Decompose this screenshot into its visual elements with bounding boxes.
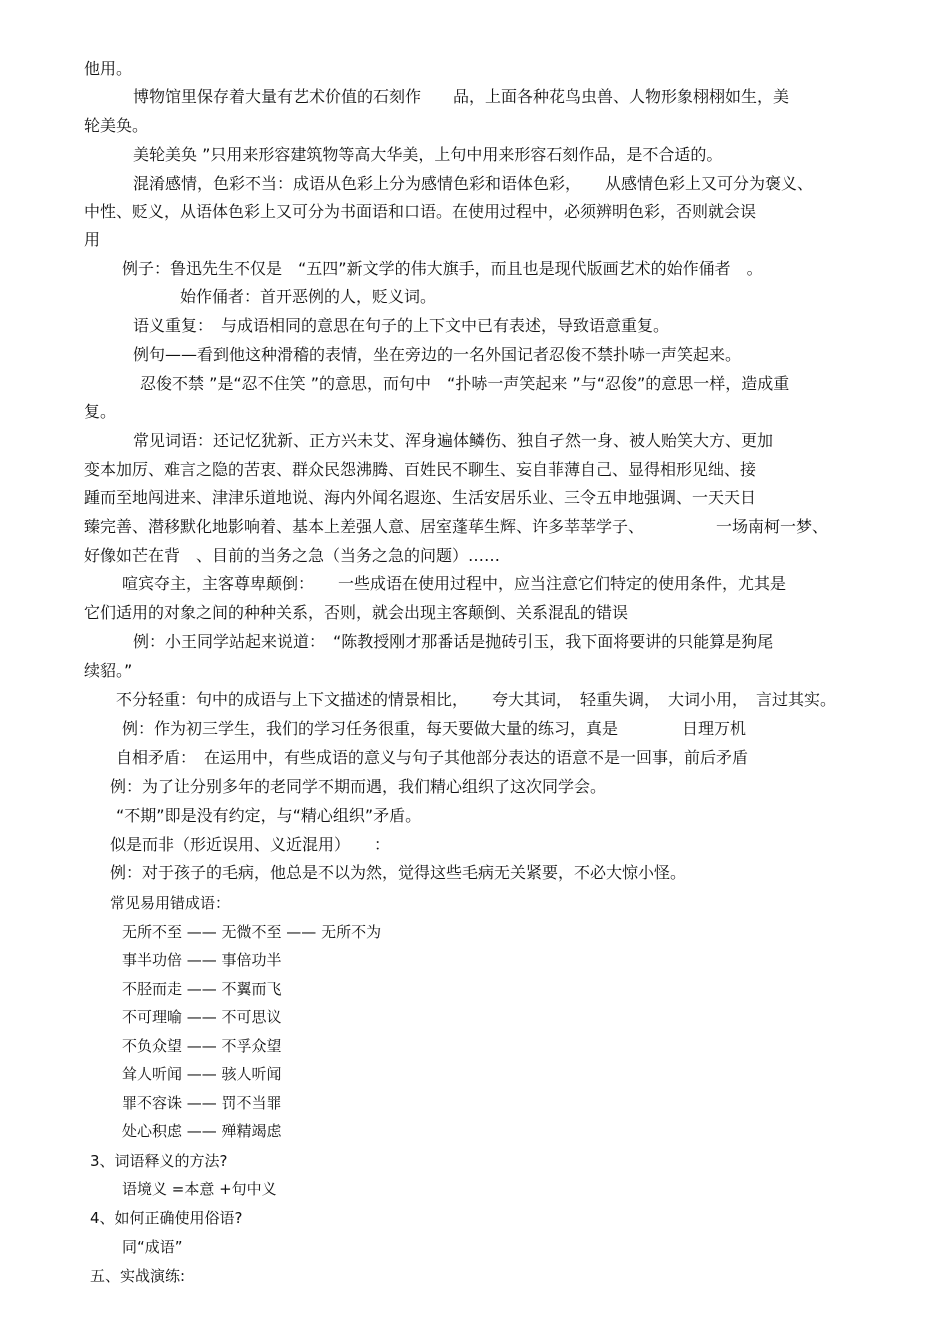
text-line: 不分轻重：句中的成语与上下文描述的情景相比， 夸大其词， 轻重失调， 大词小用， 言过其实。 [116,690,837,709]
text-line: 美轮美奂 ”只用来形容建筑物等高大华美，上句中用来形容石刻作品，是不合适的。 [133,145,723,164]
list-item: 不胫而走 —— 不翼而飞 [122,980,282,998]
text-line: 例：作为初三学生，我们的学习任务很重，每天要做大量的练习，真是 日理万机 [122,719,747,738]
text-line: 常见易用错成语： [110,894,231,912]
text-line: 语境义 =本意 +句中义 [122,1180,277,1198]
text-line: 喧宾夺主，主客尊卑颠倒： 一些成语在使用过程中，应当注意它们特定的使用条件，尤其是 [122,574,787,593]
text-line: 似是而非（形近误用、义近混用） ： [110,835,391,854]
list-item: 耸人听闻 —— 骇人听闻 [122,1065,282,1083]
text-line: 自相矛盾： 在运用中，有些成语的意义与句子其他部分表达的语意不是一回事，前后矛盾 [116,748,749,767]
list-item: 无所不至 —— 无微不至 —— 无所不为 [122,923,382,941]
text-line: 博物馆里保存着大量有艺术价值的石刻作 品，上面各种花鸟虫兽、人物形象栩栩如生，美 [133,87,790,106]
text-line: 始作俑者：首开恶例的人，贬义词。 [180,287,437,306]
text-line: 他用。 [84,59,133,78]
text-line: 例句——看到他这种滑稽的表情，坐在旁边的一名外国记者忍俊不禁扑哧一声笑起来。 [133,345,742,364]
text-line: 中性、贬义，从语体色彩上又可分为书面语和口语。在使用过程中，必须辨明色彩，否则就会误 [84,202,757,221]
text-line: 语义重复： 与成语相同的意思在句子的上下文中已有表述，导致语意重复。 [133,316,670,335]
text-line: 续貂。” [84,661,133,680]
list-item: 事半功倍 —— 事倍功半 [122,951,282,969]
text-line: 变本加厉、难言之隐的苦衷、群众民怨沸腾、百姓民不聊生、妄自菲薄自己、显得相形见绌、接 [84,460,757,479]
text-line: 例：小王同学站起来说道： “陈教授刚才那番话是抛砖引玉，我下面将要讲的只能算是狗尾 [133,632,774,651]
list-item: 罪不容诛 —— 罚不当罪 [122,1094,282,1112]
text-line: 轮美奂。 [84,116,149,135]
text-line: 踵而至地闯进来、津津乐道地说、海内外闻名遐迩、生活安居乐业、三令五申地强调、一天天日 [84,488,757,507]
text-line: 用 [84,230,101,249]
text-line: 复。 [84,402,117,421]
list-item: 不负众望 —— 不孚众望 [122,1037,282,1055]
text-line: “不期”即是没有约定，与“精心组织”矛盾。 [116,806,422,825]
section-heading: 3、词语释义的方法? [90,1152,228,1170]
section-heading: 4、如何正确使用俗语? [90,1209,243,1227]
text-line: 例子：鲁迅先生不仅是 “五四”新文学的伟大旗手，而且也是现代版画艺术的始作俑者 。 [122,259,763,278]
text-line: 它们适用的对象之间的种种关系，否则，就会出现主客颠倒、关系混乱的错误 [84,603,629,622]
text-line: 臻完善、潜移默化地影响着、基本上差强人意、居室蓬荜生辉、许多莘莘学子、 一场南柯一梦、 [84,517,829,536]
text-line: 忍俊不禁 ”是“忍不住笑 ”的意思，而句中 “扑哧一声笑起来 ”与“忍俊”的意思一样，造成重 [140,374,790,393]
list-item: 处心积虑 —— 殚精竭虑 [122,1122,282,1140]
list-item: 不可理喻 —— 不可思议 [122,1008,282,1026]
section-heading: 五、实战演练: [90,1267,186,1285]
text-line: 同“成语” [122,1238,183,1256]
text-line: 例：对于孩子的毛病，他总是不以为然，觉得这些毛病无关紧要，不必大惊小怪。 [110,863,687,882]
text-line: 常见词语：还记忆犹新、正方兴未艾、浑身遍体鳞伤、独自孑然一身、被人贻笑大方、更加 [133,431,774,450]
text-line: 混淆感情，色彩不当：成语从色彩上分为感情色彩和语体色彩， 从感情色彩上又可分为褒义、 [133,174,814,193]
text-line: 例：为了让分别多年的老同学不期而遇，我们精心组织了这次同学会。 [110,777,607,796]
text-line: 好像如芒在背 、目前的当务之急（当务之急的问题）…… [84,546,501,565]
